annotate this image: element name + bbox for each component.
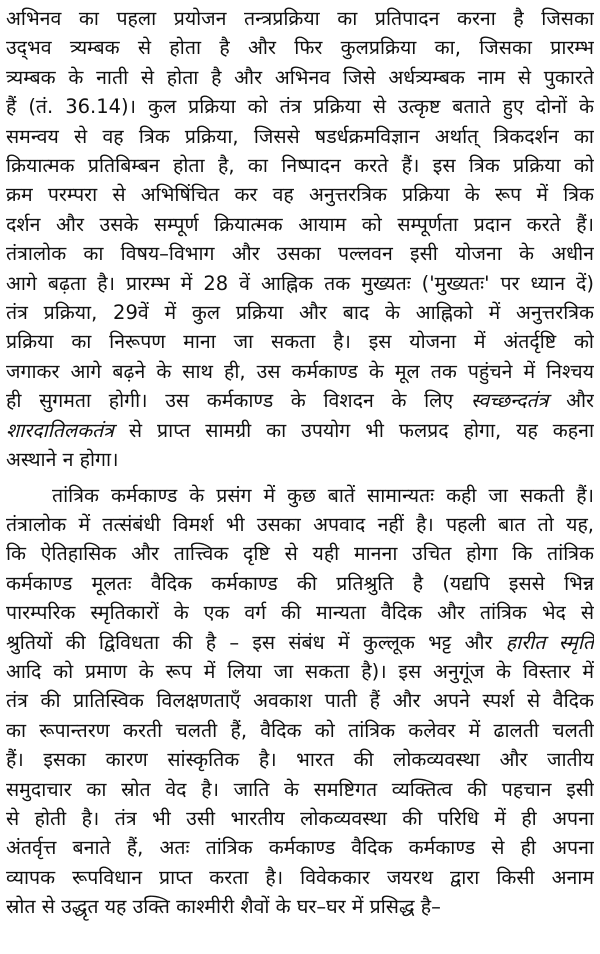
text-line: अभिनव का पहला प्रयोजन तन्त्रप्रक्रिया का प्रतिपादन करना है जिसका [6,7,594,30]
text-line: हैं। इसका कारण सांस्कृतिक है। भारत की लोकव्यवस्था और जातीय [6,748,594,772]
text-segment: ही सुगमता होगी। उस कर्मकाण्ड के विशदन के लिए [6,389,454,413]
text-line [6,386,594,415]
paragraph-1 [6,4,594,475]
text-line: अंतर्वृत्त बनाते हैं, अतः तांत्रिक कर्मकाण्ड वैदिक कर्मकाण्ड से ही अपना [6,836,594,860]
text-line: क्रम परम्परा से अभिषिंचित कर वह अनुत्तरत्रिक प्रक्रिया के रूप में त्रिक [6,183,594,207]
text-line: स्रोत से उद्धृत यह उक्ति काश्मीरी शैवों के घर–घर में प्रसिद्ध है– [6,895,441,919]
text-line: कर्मकाण्ड मूलतः वैदिक कर्मकाण्ड की प्रतिश्रुति है (यद्यपि इससे भिन्न [6,571,594,595]
text-line: पारम्परिक स्मृतिकारों के एक वर्ग की मान्यता वैदिक और तांत्रिक भेद से [6,601,594,625]
text-line [6,416,594,445]
text-line: तंत्रालोक में तत्संबंधी विमर्श भी उसका अपवाद नहीं है। पहली बात तो यह, [6,512,594,536]
text-line: दर्शन और उसके सम्पूर्ण क्रियात्मक आयाम को सम्पूर्णता प्रदान करते हैं। [6,212,594,236]
italic-title: शारदातिलकतंत्र [6,418,114,442]
text-line: जगाकर आगे बढ़ने के साथ ही, उस कर्मकाण्ड के मूल तक पहुंचने में निश्चय [6,359,594,383]
paragraph-2 [6,481,594,922]
text-line: त्र्यम्बक के नाती से होता है और अभिनव जिसे अर्धत्र्यम्बक नाम से पुकारते [6,65,594,89]
italic-title: हारीत स्मृति [505,630,594,654]
text-segment: श्रुतियों की द्विविधता की है – इस संबंध में कुल्लूक भट्ट और [6,630,493,654]
text-line: से होती है। तंत्र भी उसी भारतीय लोकव्यवस्था की परिधि में ही अपना [6,806,594,830]
text-line: उद्‌भव त्र्यम्बक से होता है और फिर कुलप्रक्रिया का, जिसका प्रारम्भ [6,36,594,60]
text-line: व्यापक रूपविधान प्राप्त करता है। विवेककार जयरथ द्वारा किसी अनाम [6,865,594,889]
text-segment: से प्राप्त सामग्री का उपयोग भी फलप्रद होगा, यह कहना [128,418,594,442]
text-line: समुदाचार का स्रोत वेद है। जाति के समष्टिगत व्यक्तित्व की पहचान इसी [6,777,594,801]
text-line: तंत्र प्रक्रिया, 29वें में कुल प्रक्रिया और बाद के आह्निको में अनुत्तरत्रिक [6,301,594,325]
text-line: समन्वय से वह त्रिक प्रक्रिया, जिससे षडर्धक्रमविज्ञान अर्थात् त्रिकदर्शन का [6,124,594,148]
text-line: तांत्रिक कर्मकाण्ड के प्रसंग में कुछ बातें सामान्यतः कही जा सकती हैं। [52,483,594,507]
text-segment: और [566,389,594,413]
text-line: आदि को प्रमाण के रूप में लिया जा सकता है)। इस अनुगूंज के विस्तार में [6,659,594,683]
text-line: का रूपान्तरण करती चलती हैं, वैदिक को तांत्रिक कलेवर में ढालती चलती [6,718,594,742]
text-line: आगे बढ़ता है। प्रारम्भ में 28 वें आह्निक तक मुख्यतः ('मुख्यतः' पर ध्यान दें) [6,271,594,295]
text-line: प्रक्रिया का निरूपण माना जा सकता है। इस योजना में अंतर्दृष्टि को [6,330,594,354]
text-line [6,628,594,657]
text-line: अस्थाने न होगा। [6,448,119,472]
italic-title: स्वच्छन्दतंत्र [470,389,549,413]
text-line: हैं (तं. 36.14)। कुल प्रक्रिया को तंत्र प्रक्रिया से उत्कृष्ट बताते हुए दोनों के [6,95,594,119]
text-line: तंत्रालोक का विषय–विभाग और उसका पल्लवन इसी योजना के अधीन [6,242,594,266]
text-line: तंत्र की प्रातिस्विक विलक्षणताएँ अवकाश पाती हैं और अपने स्पर्श से वैदिक [6,689,594,713]
text-line: क्रियात्मक प्रतिबिम्बन होता है, का निष्पादन करते हैं। इस त्रिक प्रक्रिया को [6,154,594,178]
text-line: कि ऐतिहासिक और तात्त्विक दृष्टि से यही मानना उचित होगा कि तांत्रिक [6,542,594,566]
